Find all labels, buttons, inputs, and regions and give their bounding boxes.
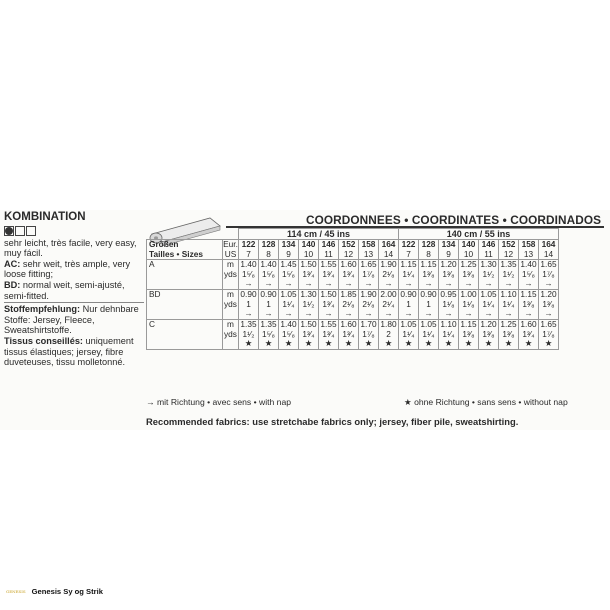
- yardage-cell: [299, 290, 319, 320]
- yardage-cell: [319, 320, 339, 350]
- yardage-cell: [379, 320, 399, 350]
- nap-mark: →: [444, 278, 453, 289]
- meters: 1.05: [400, 319, 417, 330]
- coordinates-title: COORDONNEES • COORDINATES • COORDINADOS: [306, 213, 602, 227]
- meters: 1.40: [240, 259, 257, 270]
- meters: 1.65: [540, 319, 557, 330]
- yardage-cell: [419, 260, 439, 290]
- yards: 1³⁄₄: [342, 328, 355, 339]
- yards: 1⁷⁄₈: [362, 328, 375, 339]
- nap-mark: →: [504, 278, 513, 289]
- yardage-cell: [239, 290, 259, 320]
- meters: 1.15: [420, 259, 437, 270]
- nap-mark: ★: [484, 338, 493, 349]
- meters: 0.90: [420, 289, 437, 300]
- unit-m: m: [227, 289, 234, 300]
- meters: 1.20: [440, 259, 457, 270]
- size-us: 10: [303, 248, 314, 259]
- size-eur: 140: [301, 239, 316, 249]
- unit-m: m: [227, 319, 234, 330]
- nap-mark: ★: [464, 338, 473, 349]
- size-us: 12: [503, 248, 514, 259]
- size-eur: 152: [341, 239, 356, 249]
- yards: 1¹⁄₄: [402, 328, 415, 339]
- nap-mark: →: [504, 308, 513, 319]
- unit-cell: [223, 290, 239, 320]
- yards: 1¹⁄₂: [482, 268, 495, 279]
- size-col: [379, 240, 399, 260]
- yardage-cell: [299, 260, 319, 290]
- footer: [6, 587, 103, 596]
- yards: 1¹⁄₂: [242, 328, 255, 339]
- divider: [4, 302, 144, 303]
- yardage-cell: [419, 320, 439, 350]
- nap-mark: →: [424, 308, 433, 319]
- meters: 1.50: [320, 289, 337, 300]
- size-us: 9: [286, 248, 291, 259]
- meters: 1.90: [360, 289, 377, 300]
- sizes-label-en: Tailles • Sizes: [149, 248, 203, 259]
- yardage-cell: [459, 320, 479, 350]
- size-eur: 158: [361, 239, 376, 249]
- nap-mark: →: [384, 278, 393, 289]
- size-us: 9: [446, 248, 451, 259]
- nap-mark: ★: [324, 338, 333, 349]
- yards: 1³⁄₄: [322, 298, 335, 309]
- size-eur: 128: [421, 239, 436, 249]
- size-us: 13: [523, 248, 534, 259]
- yardage-cell: [459, 290, 479, 320]
- meters: 1.60: [340, 259, 357, 270]
- meters: 1.65: [540, 259, 557, 270]
- nap-mark: ★: [504, 338, 513, 349]
- yards: 1¹⁄₄: [502, 298, 515, 309]
- fabrics-fr-label: Tissus conseillés:: [4, 335, 83, 346]
- view-row: [147, 320, 559, 350]
- yardage-cell: [279, 320, 299, 350]
- meters: 1.15: [520, 289, 537, 300]
- meters: 1.40: [260, 259, 277, 270]
- meters: 1.30: [480, 259, 497, 270]
- sizes-label-de: Größen: [149, 239, 179, 249]
- size-us: 7: [406, 248, 411, 259]
- meters: 1.45: [280, 259, 297, 270]
- size-col: [339, 240, 359, 260]
- meters: 1.30: [300, 289, 317, 300]
- yardage-cell: [399, 320, 419, 350]
- size-eur: 122: [401, 239, 416, 249]
- legend-without-nap: ★ ohne Richtung • sans sens • without nap: [404, 397, 568, 407]
- view-label: C: [147, 320, 223, 350]
- size-us: 11: [324, 248, 333, 259]
- yards: 1³⁄₄: [322, 268, 335, 279]
- nap-mark: →: [324, 308, 333, 319]
- nap-mark: →: [304, 308, 313, 319]
- size-us: 10: [463, 248, 474, 259]
- fabrics-fr-text: uniquement tissus élastiques; jersey, fibre duveteuses, tissu molletonné.: [4, 335, 134, 368]
- size-eur: 134: [281, 239, 296, 249]
- us-label: US: [224, 248, 237, 259]
- unit-yds: yds: [224, 328, 237, 339]
- nap-mark: ★: [244, 338, 253, 349]
- size-eur: 146: [481, 239, 496, 249]
- meters: 1.40: [520, 259, 537, 270]
- size-col: [239, 240, 259, 260]
- meters: 0.90: [260, 289, 277, 300]
- brand-name: Genesis Sy og Strik: [31, 587, 103, 596]
- fabrics-fr: [4, 336, 144, 368]
- size-us: 8: [266, 248, 271, 259]
- nap-mark: ★: [444, 338, 453, 349]
- yards: 2¹⁄₄: [382, 298, 395, 309]
- meters: 2.00: [380, 289, 397, 300]
- yardage-cell: [379, 260, 399, 290]
- yardage-cell: [339, 290, 359, 320]
- yards: 1⁷⁄₈: [542, 268, 555, 279]
- yardage-cell: [259, 290, 279, 320]
- yardage-cell: [239, 320, 259, 350]
- nap-mark: ★: [424, 338, 433, 349]
- nap-mark: →: [364, 308, 373, 319]
- size-eur: 146: [321, 239, 336, 249]
- nap-mark: →: [544, 308, 553, 319]
- yardage-cell: [459, 260, 479, 290]
- nap-mark: →: [264, 308, 273, 319]
- size-system-label: [223, 240, 239, 260]
- meters: 1.20: [480, 319, 497, 330]
- yards: 1³⁄₈: [462, 328, 475, 339]
- yardage-cell: [439, 320, 459, 350]
- difficulty-dot: [5, 227, 13, 235]
- recommended-text: Recommended fabrics: use stretchabe fabrics only; jersey, fiber pile, sweatshirting.: [146, 416, 519, 427]
- yardage-cell: [439, 260, 459, 290]
- nap-mark: ★: [524, 338, 533, 349]
- size-col: [419, 240, 439, 260]
- size-eur: 164: [381, 239, 396, 249]
- nap-mark: ★: [544, 338, 553, 349]
- difficulty-desc: sehr leicht, très facile, very easy, muy fácil.: [4, 237, 137, 259]
- size-us: 8: [426, 248, 431, 259]
- size-us: 14: [543, 248, 554, 259]
- meters: 0.90: [240, 289, 257, 300]
- yards: 1³⁄₈: [482, 328, 495, 339]
- meters: 1.10: [500, 289, 517, 300]
- recommended-fabrics: [146, 416, 518, 427]
- yards: 1⁵⁄₈: [242, 268, 255, 279]
- yards: 1⁵⁄₈: [262, 328, 275, 339]
- yardage-cell: [479, 260, 499, 290]
- nap-mark: →: [384, 308, 393, 319]
- size-col: [319, 240, 339, 260]
- sizes-label: [147, 240, 223, 260]
- yardage-cell: [499, 260, 519, 290]
- nap-mark: ★: [344, 338, 353, 349]
- yards: 1: [246, 298, 251, 309]
- view-label: BD: [147, 290, 223, 320]
- yards: 1³⁄₈: [422, 268, 435, 279]
- meters: 1.60: [520, 319, 537, 330]
- yards: 1¹⁄₈: [462, 298, 475, 309]
- size-col: [299, 240, 319, 260]
- yards: 1³⁄₈: [522, 298, 535, 309]
- yardage-cell: [479, 320, 499, 350]
- size-col: [499, 240, 519, 260]
- nap-mark: →: [544, 278, 553, 289]
- yards: 1: [266, 298, 271, 309]
- yards: 1¹⁄₂: [502, 268, 515, 279]
- yardage-cell: [259, 260, 279, 290]
- fit-bd-text: normal weit, semi-ajusté, semi-fitted.: [4, 279, 125, 301]
- size-eur: 128: [261, 239, 276, 249]
- yardage-cell: [479, 290, 499, 320]
- yardage-cell: [519, 260, 539, 290]
- yardage-cell: [239, 260, 259, 290]
- yardage-cell: [539, 260, 559, 290]
- meters: 0.90: [400, 289, 417, 300]
- unit-yds: yds: [224, 298, 237, 309]
- yards: 1⁷⁄₈: [542, 328, 555, 339]
- pattern-notes: [4, 212, 144, 368]
- meters: 1.10: [440, 319, 457, 330]
- yardage-cell: [519, 320, 539, 350]
- nap-mark: →: [484, 278, 493, 289]
- width-header-row: [147, 229, 559, 240]
- yardage-cell: [499, 320, 519, 350]
- eur-label: Eur.: [223, 239, 238, 249]
- meters: 1.90: [380, 259, 397, 270]
- fabrics-de-label: Stoffempfehlung:: [4, 304, 81, 315]
- meters: 1.05: [420, 319, 437, 330]
- yards: 1³⁄₈: [542, 298, 555, 309]
- yardage-cell: [519, 290, 539, 320]
- size-us: 7: [246, 248, 251, 259]
- yards: 2¹⁄₈: [342, 298, 355, 309]
- meters: 0.95: [440, 289, 457, 300]
- size-us: 13: [363, 248, 374, 259]
- nap-mark: ★: [404, 338, 413, 349]
- yardage-table: [146, 228, 559, 350]
- yards: 1⁵⁄₈: [282, 268, 295, 279]
- nap-mark: →: [484, 308, 493, 319]
- nap-mark: →: [284, 308, 293, 319]
- yardage-cell: [299, 320, 319, 350]
- fit-ac-label: AC:: [4, 258, 21, 269]
- difficulty-box: [15, 226, 25, 236]
- nap-mark: ★: [264, 338, 273, 349]
- yardage-cell: [379, 290, 399, 320]
- size-eur: 164: [541, 239, 556, 249]
- meters: 1.25: [500, 319, 517, 330]
- size-us: 14: [383, 248, 394, 259]
- size-us: 12: [343, 248, 354, 259]
- nap-mark: →: [524, 308, 533, 319]
- nap-mark: →: [444, 308, 453, 319]
- meters: 1.50: [300, 259, 317, 270]
- yardage-cell: [279, 290, 299, 320]
- difficulty-indicator: [4, 226, 144, 236]
- yards: 1¹⁄₄: [282, 298, 295, 309]
- meters: 1.35: [240, 319, 257, 330]
- yards: 1³⁄₈: [462, 268, 475, 279]
- size-us: 11: [484, 248, 493, 259]
- size-eur: 152: [501, 239, 516, 249]
- nap-mark: →: [524, 278, 533, 289]
- nap-mark: →: [404, 308, 413, 319]
- yards: 2¹⁄₈: [382, 268, 395, 279]
- yards: 1⁷⁄₈: [362, 268, 375, 279]
- fit-ac-text: sehr weit, très ample, very loose fitting;: [4, 258, 131, 280]
- difficulty-box: [26, 226, 36, 236]
- nap-mark: ★: [384, 338, 393, 349]
- meters: 1.70: [360, 319, 377, 330]
- yards: 1⁵⁄₈: [262, 268, 275, 279]
- yards: 1³⁄₈: [442, 268, 455, 279]
- meters: 1.20: [540, 289, 557, 300]
- yardage-cell: [439, 290, 459, 320]
- meters: 1.50: [300, 319, 317, 330]
- nap-mark: ★: [304, 338, 313, 349]
- yards: 1¹⁄₄: [402, 268, 415, 279]
- size-eur: 122: [241, 239, 256, 249]
- nap-mark: →: [284, 278, 293, 289]
- meters: 1.55: [320, 319, 337, 330]
- difficulty-text: [4, 238, 144, 259]
- nap-mark: →: [244, 278, 253, 289]
- yards: 1³⁄₄: [302, 328, 315, 339]
- nap-mark: →: [244, 308, 253, 319]
- nap-mark: →: [344, 278, 353, 289]
- meters: 1.80: [380, 319, 397, 330]
- yards: 1³⁄₈: [502, 328, 515, 339]
- unit-cell: [223, 260, 239, 290]
- nap-mark: ★: [364, 338, 373, 349]
- meters: 1.15: [460, 319, 477, 330]
- yards: 1¹⁄₂: [302, 298, 315, 309]
- meters: 1.35: [500, 259, 517, 270]
- unit-yds: yds: [224, 268, 237, 279]
- unit-cell: [223, 320, 239, 350]
- width-114-header: 114 cm / 45 ins: [239, 229, 399, 240]
- meters: 1.25: [460, 259, 477, 270]
- yards: 1³⁄₄: [522, 328, 535, 339]
- view-row: [147, 260, 559, 290]
- yards: 1⁵⁄₈: [522, 268, 535, 279]
- meters: 1.05: [480, 289, 497, 300]
- section-title: KOMBINATION: [4, 211, 86, 223]
- nap-mark: →: [404, 278, 413, 289]
- nap-mark: →: [364, 278, 373, 289]
- size-col: [519, 240, 539, 260]
- size-col: [459, 240, 479, 260]
- yardage-cell: [499, 290, 519, 320]
- yards: 2¹⁄₈: [362, 298, 375, 309]
- nap-mark: ★: [284, 338, 293, 349]
- fit-bd-label: BD:: [4, 279, 21, 290]
- fabrics-de-text: Nur dehnbare Stoffe: Jersey, Fleece, Sweatshirtstoffe.: [4, 304, 139, 336]
- nap-mark: →: [424, 278, 433, 289]
- meters: 1.15: [400, 259, 417, 270]
- size-eur: 134: [441, 239, 456, 249]
- yardage-cell: [359, 260, 379, 290]
- size-col: [439, 240, 459, 260]
- nap-mark: →: [324, 278, 333, 289]
- blank-cell: [147, 229, 239, 240]
- unit-m: m: [227, 259, 234, 270]
- size-col: [259, 240, 279, 260]
- fit-ac: [4, 259, 144, 280]
- yardage-cell: [419, 290, 439, 320]
- yardage-cell: [399, 290, 419, 320]
- yardage-cell: [319, 290, 339, 320]
- yards: 1¹⁄₄: [422, 328, 435, 339]
- yardage-cell: [339, 260, 359, 290]
- size-col: [479, 240, 499, 260]
- meters: 1.60: [340, 319, 357, 330]
- meters: 1.35: [260, 319, 277, 330]
- nap-mark: →: [264, 278, 273, 289]
- size-col: [539, 240, 559, 260]
- yardage-cell: [339, 320, 359, 350]
- nap-mark: →: [304, 278, 313, 289]
- size-col: [279, 240, 299, 260]
- yardage-cell: [319, 260, 339, 290]
- yardage-cell: [359, 290, 379, 320]
- yards: 1: [426, 298, 431, 309]
- yards: 1¹⁄₄: [442, 328, 455, 339]
- meters: 1.55: [320, 259, 337, 270]
- yards: 1³⁄₄: [302, 268, 315, 279]
- yards: 2: [386, 328, 391, 339]
- size-col: [359, 240, 379, 260]
- yardage-cell: [539, 320, 559, 350]
- yards: 1¹⁄₄: [482, 298, 495, 309]
- yardage-cell: [279, 260, 299, 290]
- size-header-row: [147, 240, 559, 260]
- meters: 1.40: [280, 319, 297, 330]
- nap-mark: →: [464, 278, 473, 289]
- nap-mark: →: [344, 308, 353, 319]
- size-eur: 158: [521, 239, 536, 249]
- meters: 1.65: [360, 259, 377, 270]
- yards: 1⁵⁄₈: [282, 328, 295, 339]
- yardage-cell: [399, 260, 419, 290]
- yardage-cell: [539, 290, 559, 320]
- meters: 1.00: [460, 289, 477, 300]
- view-label: A: [147, 260, 223, 290]
- meters: 1.05: [280, 289, 297, 300]
- brand-logo: GENESIS: [6, 589, 26, 594]
- view-row: [147, 290, 559, 320]
- width-140-header: 140 cm / 55 ins: [399, 229, 559, 240]
- size-eur: 140: [461, 239, 476, 249]
- yardage-cell: [259, 320, 279, 350]
- meters: 1.85: [340, 289, 357, 300]
- legend-with-nap: → mit Richtung • avec sens • with nap: [146, 397, 292, 407]
- size-col: [399, 240, 419, 260]
- yards: 1¹⁄₈: [442, 298, 455, 309]
- yards: 1³⁄₄: [322, 328, 335, 339]
- fit-bd: [4, 280, 144, 301]
- difficulty-box-filled: [4, 226, 14, 236]
- fabrics-de: [4, 304, 144, 336]
- yardage-cell: [359, 320, 379, 350]
- yards: 1: [406, 298, 411, 309]
- yards: 1³⁄₄: [342, 268, 355, 279]
- nap-mark: →: [464, 308, 473, 319]
